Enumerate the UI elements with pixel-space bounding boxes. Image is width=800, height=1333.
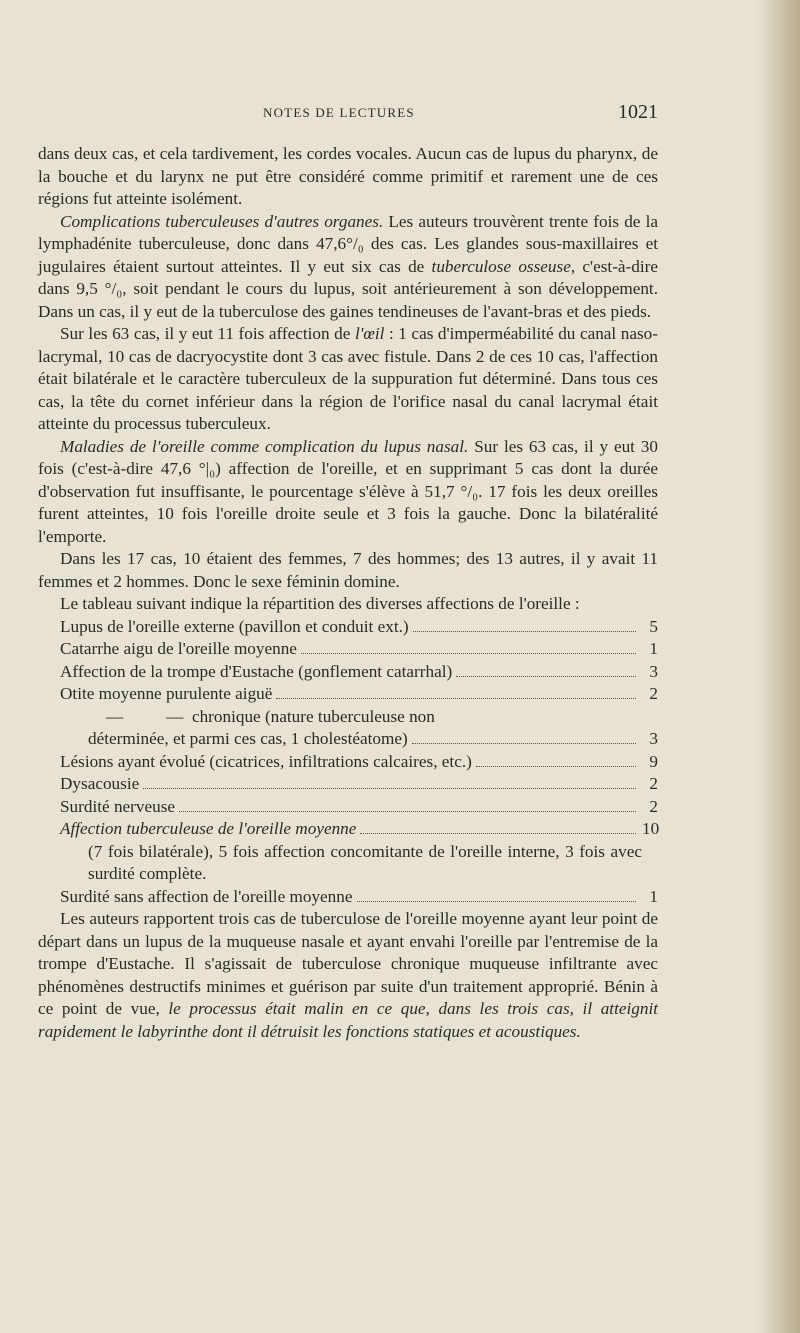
- leader-dots: [360, 833, 636, 834]
- paragraph-2: [38, 211, 658, 324]
- table-row: [38, 886, 658, 909]
- table-row: [38, 638, 658, 661]
- row-value: 5: [649, 616, 658, 636]
- paragraph-7-italic: le processus était malin en ce que, dans les trois cas, il atteignit rapidement le labyrinthe dont il détruisit les fonctions statiques et acoustiques.: [38, 999, 658, 1041]
- row-note: (7 fois bilatérale), 5 fois affection concomitante de l'oreille interne, 3 fois avec surdité complète.: [88, 841, 642, 883]
- paragraph-5: Dans les 17 cas, 10 étaient des femmes, 7 des hommes; des 13 autres, il y avait 11 femmes et 2 hommes. Donc le sexe féminin domine.: [38, 549, 658, 591]
- section-title-oreille: Maladies de l'oreille comme complication du lupus nasal.: [60, 436, 469, 456]
- table-row: [38, 773, 658, 796]
- leader-dots: [456, 676, 636, 677]
- row-value: 3: [649, 661, 658, 681]
- row-value: 3: [649, 729, 658, 748]
- table-row: [38, 818, 658, 841]
- leader-dots: [301, 653, 636, 654]
- row-value: 10: [642, 819, 660, 838]
- leader-dots: [143, 788, 636, 789]
- leader-dots: [276, 698, 636, 699]
- row-value: 1: [649, 886, 658, 906]
- page-header: [38, 101, 658, 129]
- row-label: Dysacousie: [60, 774, 140, 793]
- row-label: Affection de la trompe d'Eustache (gonflement catarrhal): [60, 661, 453, 681]
- paragraph-3-text-b: : 1 cas d'imperméabilité du canal naso-lacrymal, 10 cas de dacryocystite dont 3 cas avec fistule. Dans 2 de ces 10 cas, l'affection était bilatérale et le caractère tuberculeux de la suppuration fut déterminé. Dans tous ces cas, la tête du cornet inférieur dans la région de l'orifice nasal du canal lacrymal était atteinte du processus tuberculeux.: [38, 324, 658, 433]
- paragraph-3-text-a: Sur les 63 cas, il y eut 11 fois affection de: [60, 324, 355, 343]
- table-row: [38, 751, 658, 774]
- table-row: [38, 796, 658, 819]
- ditto-dashes: — —: [106, 706, 184, 726]
- row-label: Lupus de l'oreille externe (pavillon et conduit ext.): [60, 616, 409, 636]
- paragraph-3: [38, 323, 658, 436]
- leader-dots: [357, 901, 637, 902]
- paragraph-2-text-a: Les auteurs trouvèrent trente fois de la lymphadénite tuberculeuse, donc dans 47,6°/₀ des cas. Les glandes sous-maxillaires et jugulaires étaient surtout atteintes. Il y eut six cas de: [38, 211, 658, 276]
- section-title-complications: Complications tuberculeuses d'autres organes.: [60, 211, 384, 231]
- leader-dots: [476, 766, 636, 767]
- term-oeil: l'œil: [354, 324, 385, 343]
- table-row: [38, 616, 658, 639]
- row-label: Surdité nerveuse: [60, 796, 176, 816]
- paragraph-7-text: Les auteurs rapportent trois cas de tuberculose de l'oreille moyenne ayant leur point de départ dans un lupus de la muqueuse nasale et ayant envahi l'oreille par l'entremise de la trompe d'Eustache. Il s'agissait de tuberculose chronique muqueuse infiltrante avec phénomènes destructifs minimes et guérison par suite d'un traitement approprié. Bénin à ce point de vue,: [38, 909, 658, 1018]
- table-row: [38, 683, 658, 706]
- page-edge-shadow: [756, 0, 800, 1333]
- row-label: Otite moyenne purulente aiguë: [60, 684, 273, 703]
- running-head: NOTES DE LECTURES: [263, 105, 415, 120]
- table-row-dashes: [38, 706, 658, 729]
- paragraph-7: [38, 908, 658, 1043]
- row-value: 2: [649, 774, 658, 793]
- row-label: Surdité sans affection de l'oreille moyenne: [60, 886, 353, 906]
- ear-affections-table: [38, 616, 658, 909]
- body-text: [38, 143, 658, 1043]
- paragraph-2-text-b: , c'est-à-dire dans 9,5 °/₀, soit pendant le cours du lupus, soit antérieurement à son développement. Dans un cas, il y eut de la tuberculose des gaines tendineuses de l'avant-bras et des pieds.: [38, 256, 658, 321]
- paragraph-4-text: Sur les 63 cas, il y eut 30 fois (c'est-à-dire 47,6 °|₀) affection de l'oreille, et en supprimant 5 cas dont la durée d'observation fut insuffisante, le pourcentage s'élève à 51,7 °/₀. 17 fois les deux oreilles furent atteintes, 10 fois l'oreille droite seule et 3 fois la gauche. Donc la bilatéralité l'emporte.: [38, 436, 658, 546]
- paragraph-6: Le tableau suivant indique la répartition des diverses affections de l'oreille :: [60, 594, 580, 613]
- row-label: Catarrhe aigu de l'oreille moyenne: [60, 639, 297, 658]
- row-value: 1: [649, 639, 658, 658]
- row-value: 9: [649, 751, 658, 771]
- paragraph-1: dans deux cas, et cela tardivement, les cordes vocales. Aucun cas de lupus du pharynx, de la bouche et du larynx ne put être considéré comme primitif et rarement une de ces régions fut atteinte isolément.: [38, 144, 658, 208]
- leader-dots: [413, 631, 636, 632]
- paragraph-4: [38, 436, 658, 549]
- row-label: Affection tuberculeuse de l'oreille moyenne: [60, 819, 357, 838]
- term-tuberculose-osseuse: tuberculose osseuse: [431, 256, 571, 276]
- row-label-continued: déterminée, et parmi ces cas, 1 cholestéatome): [88, 729, 408, 748]
- leader-dots: [179, 811, 636, 812]
- row-value: 2: [649, 796, 658, 816]
- row-label: Lésions ayant évolué (cicatrices, infiltrations calcaires, etc.): [60, 751, 472, 771]
- table-row: [38, 728, 658, 751]
- leader-dots: [412, 743, 636, 744]
- row-value: 2: [649, 684, 658, 703]
- page-number: 1021: [618, 101, 658, 123]
- row-label: chronique (nature tuberculeuse non: [191, 706, 435, 726]
- table-row: [38, 661, 658, 684]
